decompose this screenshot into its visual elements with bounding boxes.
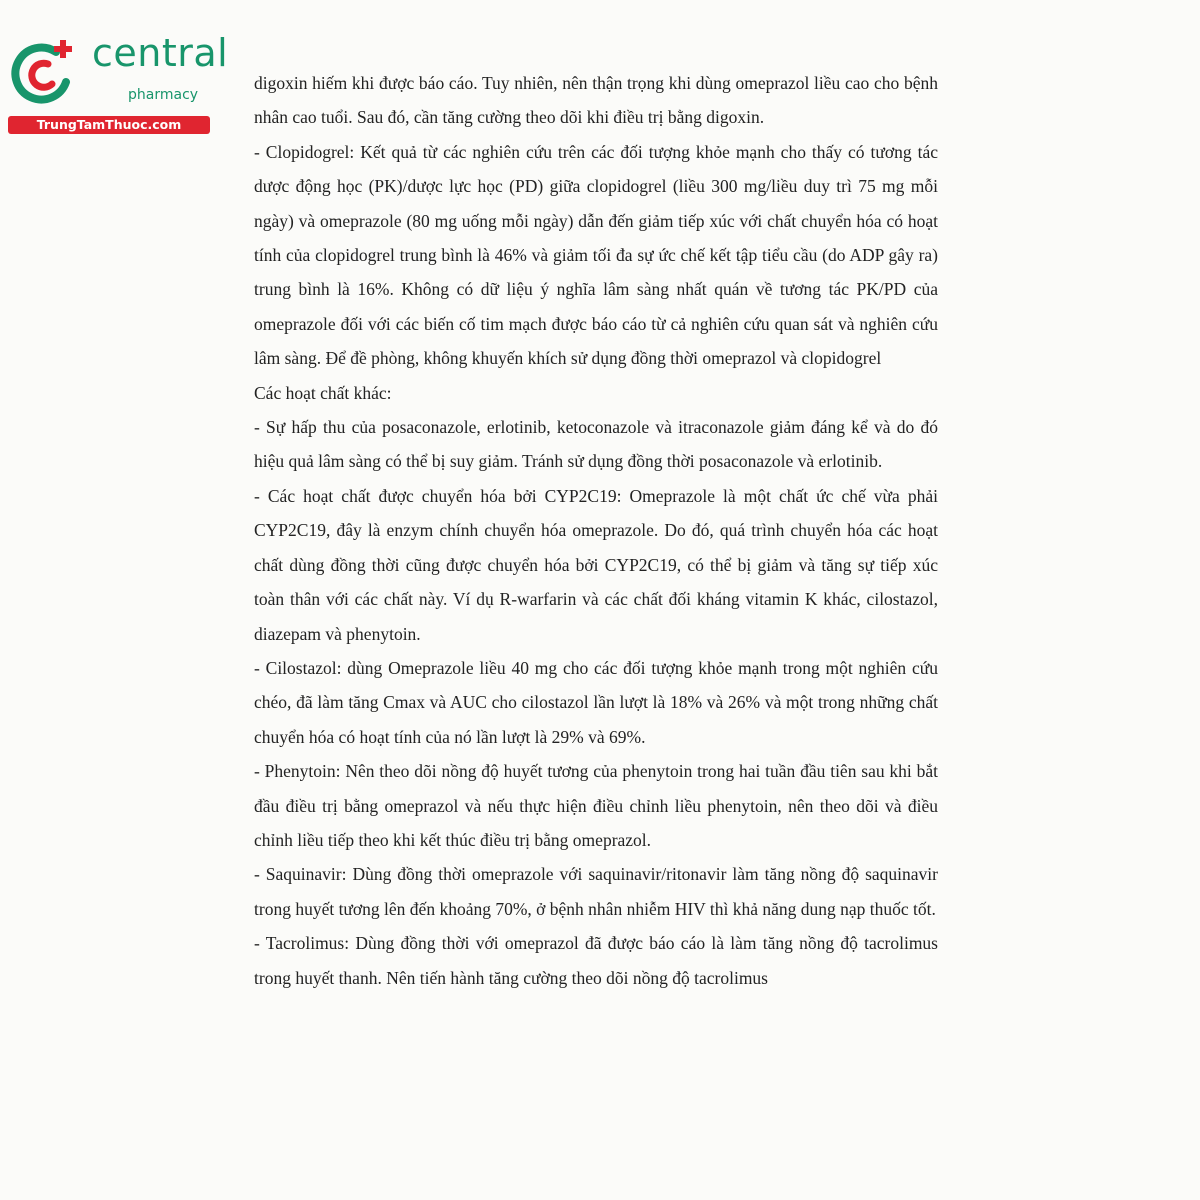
paragraph-absorption: - Sự hấp thu của posaconazole, erlotinib, ketoconazole và itraconazole giảm đáng kể và do đó hiệu quả lâm sàng có thể bị suy giảm. Tránh sử dụng đồng thời posaconazole và erlotinib.	[254, 417, 938, 472]
central-pharmacy-logo[interactable]	[8, 31, 229, 136]
paragraph-saquinavir: - Saquinavir: Dùng đồng thời omeprazole với saquinavir/ritonavir làm tăng nồng độ saquinavir trong huyết tương lên đến khoảng 70%, ở bệnh nhân nhiễm HIV thì khả năng dung nạp thuốc tốt.	[254, 864, 938, 919]
brand-subtitle: pharmacy	[128, 87, 199, 103]
brand-website[interactable]: TrungTamThuoc.com	[8, 116, 210, 134]
paragraph-digoxin: digoxin hiếm khi được báo cáo. Tuy nhiên, nên thận trọng khi dùng omeprazol liều cao cho bệnh nhân cao tuổi. Sau đó, cần tăng cường theo dõi khi điều trị bằng digoxin.	[254, 73, 938, 128]
paragraph-cyp2c19: - Các hoạt chất được chuyển hóa bởi CYP2C19: Omeprazole là một chất ức chế vừa phải CYP2C19, đây là enzym chính chuyển hóa omeprazole. Do đó, quá trình chuyển hóa các hoạt chất dùng đồng thời cũng được chuyển hóa bởi CYP2C19, có thể bị giảm và tăng sự tiếp xúc toàn thân với các chất này. Ví dụ R-warfarin và các chất đối kháng vitamin K khác, cilostazol, diazepam và phenytoin.	[254, 485, 938, 644]
pharmacy-logo-icon	[8, 38, 78, 108]
document-body	[254, 66, 938, 995]
paragraph-cilostazol: - Cilostazol: dùng Omeprazole liều 40 mg cho các đối tượng khỏe mạnh trong một nghiên cứu chéo, đã làm tăng Cmax và AUC cho cilostazol lần lượt là 18% và 26% và một trong những chất chuyển hóa có hoạt tính của nó lần lượt là 29% và 69%.	[254, 657, 938, 747]
paragraph-tacrolimus: - Tacrolimus: Dùng đồng thời với omeprazol đã được báo cáo là làm tăng nồng độ tacrolimus trong huyết thanh. Nên tiến hành tăng cường theo dõi nồng độ tacrolimus	[254, 933, 938, 988]
paragraph-phenytoin: - Phenytoin: Nên theo dõi nồng độ huyết tương của phenytoin trong hai tuần đầu tiên sau khi bắt đầu điều trị bằng omeprazol và nếu thực hiện điều chỉnh liều phenytoin, nên theo dõi và điều chỉnh liều tiếp theo khi kết thúc điều trị bằng omeprazol.	[254, 761, 938, 850]
brand-name: central	[92, 31, 229, 75]
paragraph-clopidogrel: - Clopidogrel: Kết quả từ các nghiên cứu trên các đối tượng khỏe mạnh cho thấy có tương tác dược động học (PK)/dược lực học (PD) giữa clopidogrel (liều 300 mg/liều duy trì 75 mg mỗi ngày) và omeprazole (80 mg uống mỗi ngày) dẫn đến giảm tiếp xúc với chất chuyển hóa có hoạt tính của clopidogrel trung bình là 46% và giảm tối đa sự ức chế kết tập tiểu cầu (do ADP gây ra) trung bình là 16%. Không có dữ liệu ý nghĩa lâm sàng nhất quán về tương tác PK/PD của omeprazole đối với các biến cố tim mạch được báo cáo từ cả nghiên cứu quan sát và nghiên cứu lâm sàng. Để đề phòng, không khuyến khích sử dụng đồng thời omeprazol và clopidogrel	[254, 141, 938, 369]
section-heading-other-actives: Các hoạt chất khác:	[254, 382, 392, 403]
